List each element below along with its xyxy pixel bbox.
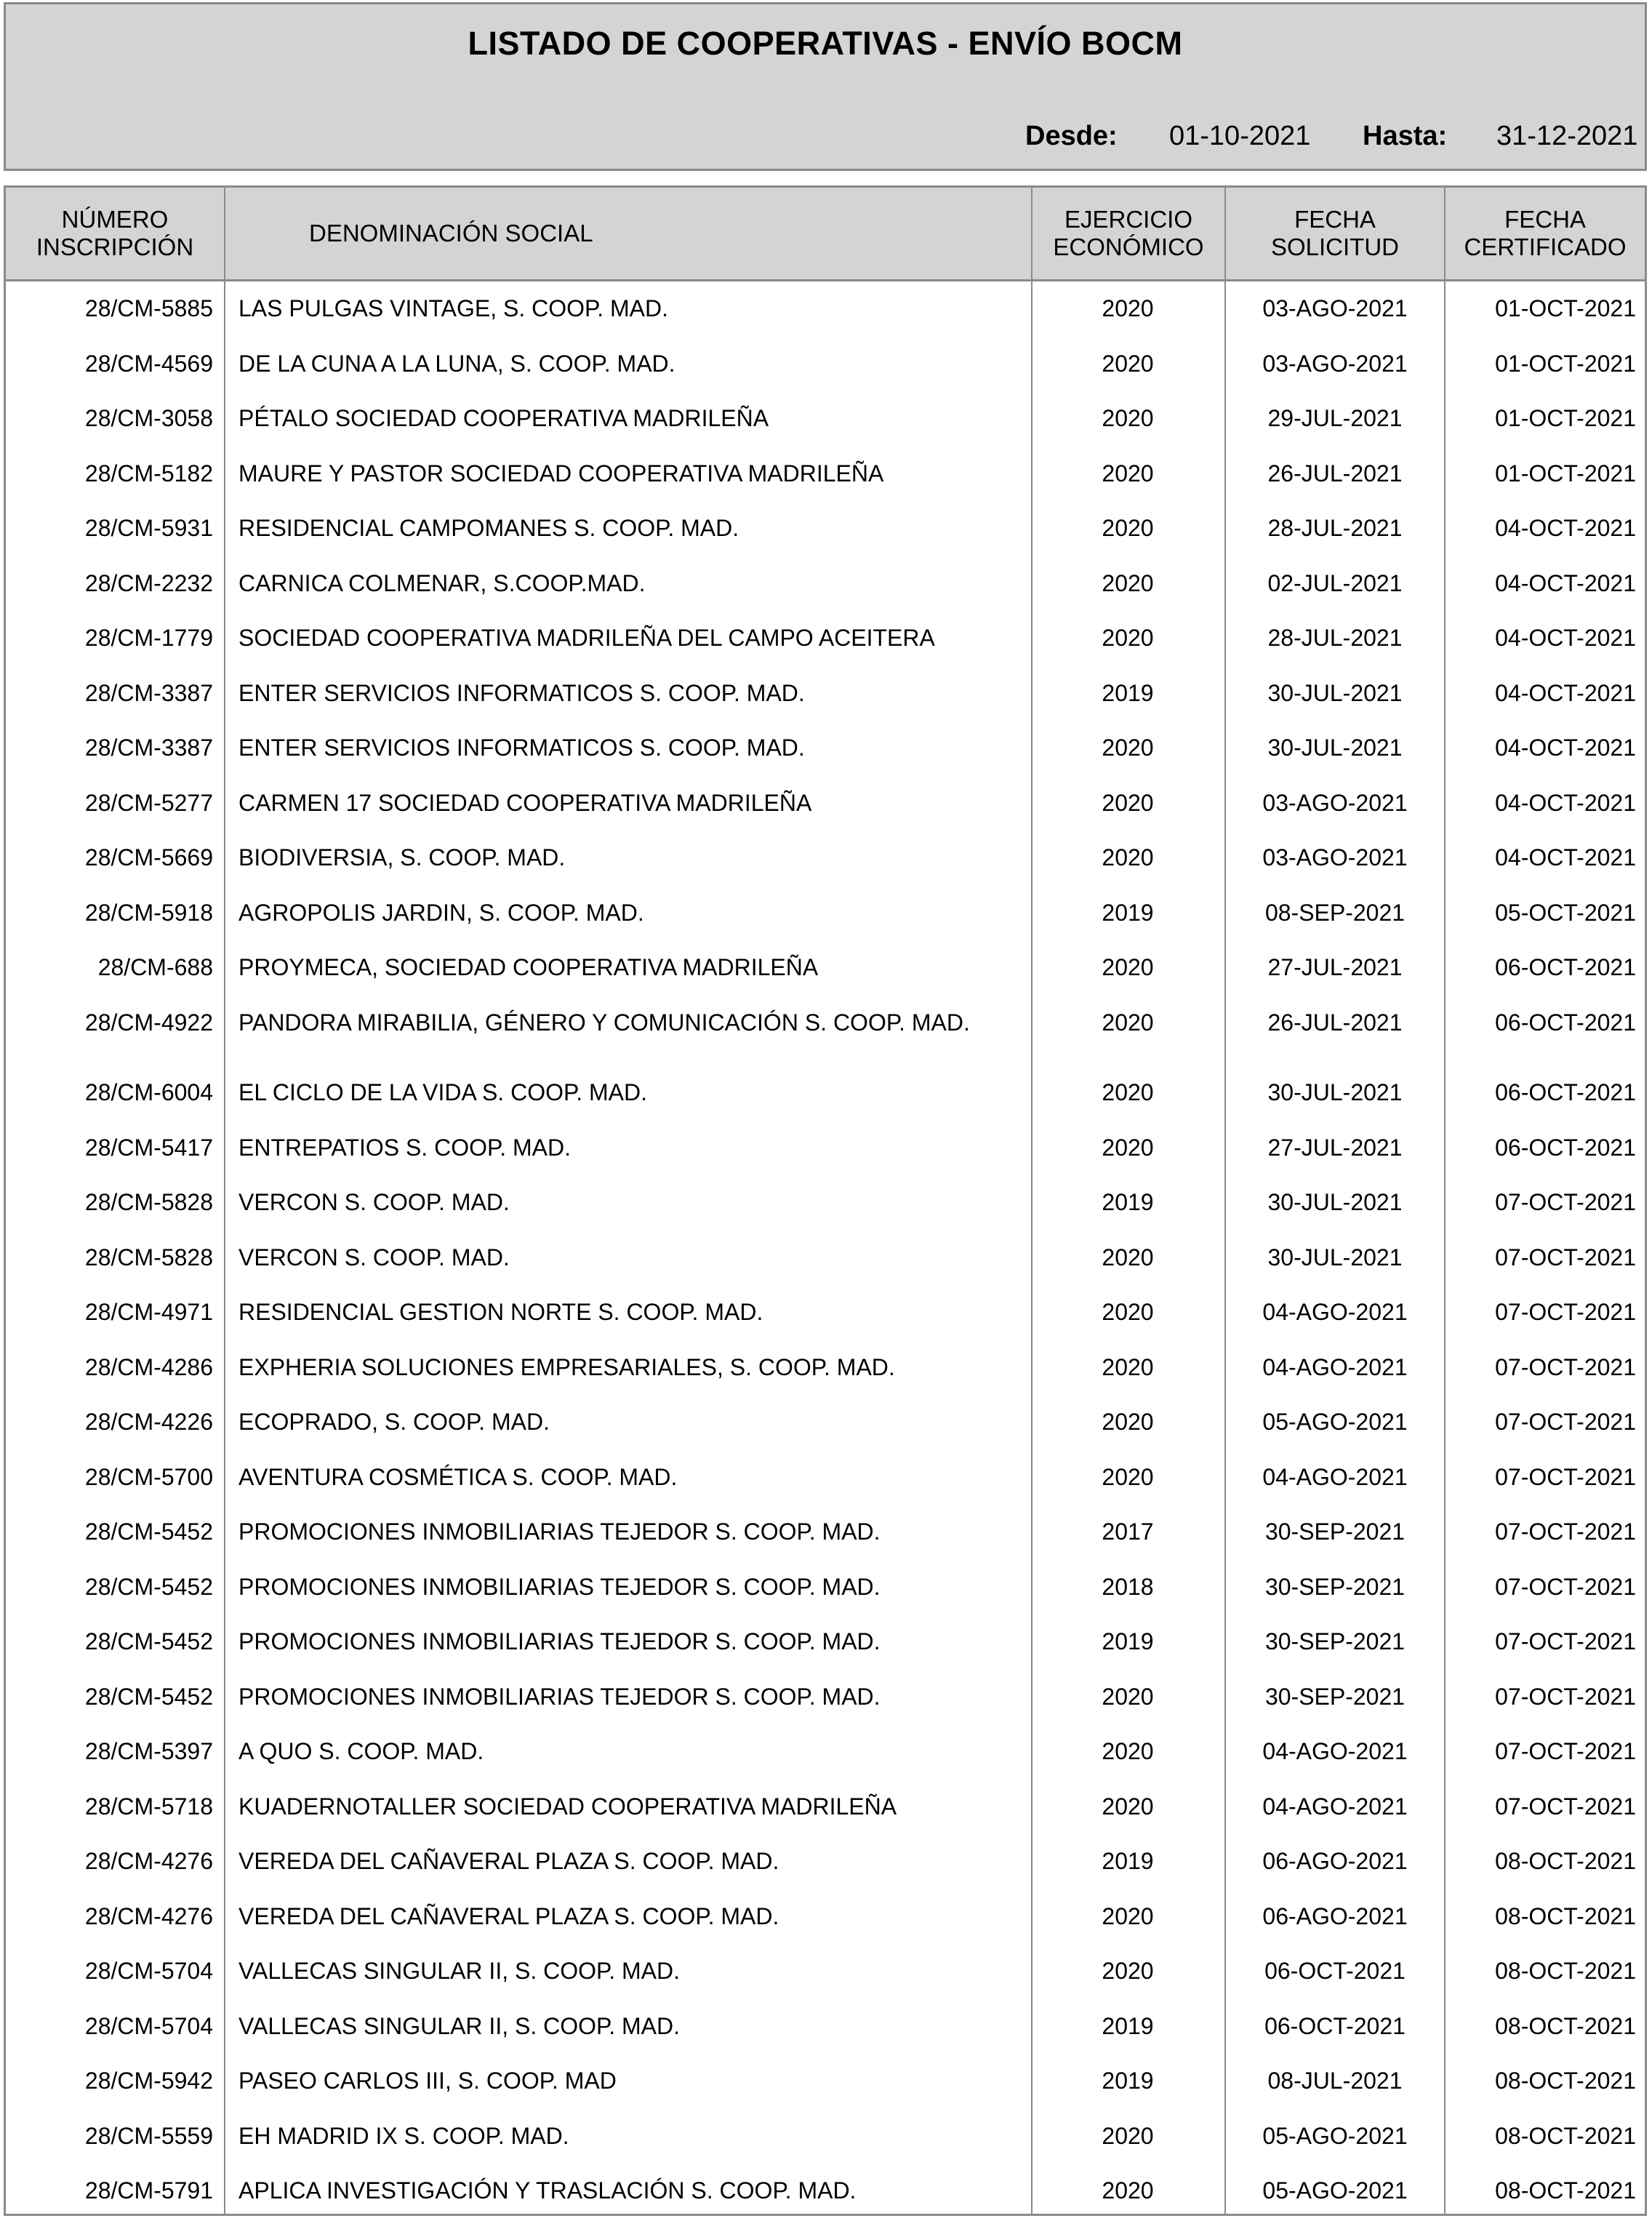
cell-fecha-solicitud: 27-JUL-2021 <box>1267 1134 1403 1161</box>
cell-fecha-solicitud: 30-SEP-2021 <box>1264 1683 1406 1710</box>
cell-fecha-solicitud: 08-JUL-2021 <box>1267 2068 1403 2094</box>
cell-denominacion: APLICA INVESTIGACIÓN Y TRASLACIÓN S. COOP. MAD. <box>238 2177 857 2204</box>
cell-ejercicio: 2020 <box>1102 954 1154 980</box>
report-title: LISTADO DE COOPERATIVAS - ENVÍO BOCM <box>468 25 1183 62</box>
table-row <box>6 1463 1645 1518</box>
table-row <box>6 1009 1645 1079</box>
table-row <box>6 899 1645 954</box>
table-row <box>6 1628 1645 1683</box>
cell-numero: 28/CM-5669 <box>84 844 213 871</box>
cell-fecha-certificado: 06-OCT-2021 <box>1495 1134 1636 1161</box>
table-row <box>6 1573 1645 1628</box>
table-row <box>6 1518 1645 1573</box>
cell-fecha-solicitud: 06-OCT-2021 <box>1264 1958 1406 1984</box>
cell-numero: 28/CM-5700 <box>84 1463 213 1490</box>
cell-ejercicio: 2020 <box>1102 1079 1154 1105</box>
cell-ejercicio: 2020 <box>1102 1958 1154 1984</box>
cell-fecha-certificado: 07-OCT-2021 <box>1495 1244 1636 1270</box>
table-row <box>6 953 1645 1009</box>
cell-ejercicio: 2020 <box>1102 1009 1154 1036</box>
cell-fecha-certificado: 01-OCT-2021 <box>1495 460 1636 487</box>
cell-numero: 28/CM-5885 <box>84 295 213 321</box>
table-row <box>6 2067 1645 2122</box>
cell-denominacion: ENTER SERVICIOS INFORMATICOS S. COOP. MAD. <box>238 735 805 761</box>
table-row <box>6 2012 1645 2068</box>
cell-denominacion: CARNICA COLMENAR, S.COOP.MAD. <box>238 569 646 596</box>
cell-fecha-solicitud: 26-JUL-2021 <box>1267 460 1403 487</box>
cell-fecha-certificado: 06-OCT-2021 <box>1495 954 1636 980</box>
cell-denominacion: CARMEN 17 SOCIEDAD COOPERATIVA MADRILEÑA <box>238 789 812 816</box>
table-row <box>6 1683 1645 1738</box>
hasta-value: 31-12-2021 <box>1496 121 1638 151</box>
table-row <box>6 569 1645 625</box>
table-row <box>6 1134 1645 1189</box>
table-row <box>6 844 1645 899</box>
cell-fecha-solicitud: 04-AGO-2021 <box>1262 1353 1408 1380</box>
cell-fecha-solicitud: 04-AGO-2021 <box>1262 1793 1408 1820</box>
column-header-denominacion-text: DENOMINACIÓN SOCIAL <box>309 220 593 247</box>
cell-ejercicio: 2019 <box>1102 899 1154 926</box>
cell-denominacion: PROMOCIONES INMOBILIARIAS TEJEDOR S. COOP. MAD. <box>238 1573 881 1600</box>
table-row <box>6 1737 1645 1793</box>
desde-label: Desde: <box>1025 121 1118 151</box>
cell-fecha-certificado: 04-OCT-2021 <box>1495 515 1636 541</box>
cell-ejercicio: 2019 <box>1102 1628 1154 1654</box>
column-header-certificado-line1: FECHA <box>1504 206 1586 233</box>
cell-numero: 28/CM-4922 <box>84 1009 213 1036</box>
hasta-label: Hasta: <box>1363 121 1448 151</box>
cell-numero: 28/CM-5931 <box>84 515 213 541</box>
cell-denominacion: KUADERNOTALLER SOCIEDAD COOPERATIVA MADRILEÑA <box>238 1793 897 1820</box>
cell-numero: 28/CM-5791 <box>84 2177 213 2204</box>
cell-fecha-certificado: 01-OCT-2021 <box>1495 295 1636 321</box>
cell-fecha-solicitud: 30-SEP-2021 <box>1264 1573 1406 1600</box>
cell-ejercicio: 2020 <box>1102 1409 1154 1435</box>
table-body <box>4 281 1647 2216</box>
cell-ejercicio: 2020 <box>1102 515 1154 541</box>
cell-fecha-solicitud: 29-JUL-2021 <box>1267 405 1403 431</box>
cell-fecha-certificado: 04-OCT-2021 <box>1495 844 1636 871</box>
cell-fecha-solicitud: 26-JUL-2021 <box>1267 1009 1403 1036</box>
cell-fecha-solicitud: 06-AGO-2021 <box>1262 1848 1408 1874</box>
cell-fecha-certificado: 04-OCT-2021 <box>1495 735 1636 761</box>
cell-ejercicio: 2020 <box>1102 625 1154 651</box>
table-row <box>6 2122 1645 2177</box>
table-header <box>4 185 1647 281</box>
cell-fecha-solicitud: 06-OCT-2021 <box>1264 2012 1406 2039</box>
table-row <box>6 1188 1645 1244</box>
cell-denominacion: ECOPRADO, S. COOP. MAD. <box>238 1409 550 1435</box>
table-row <box>6 1902 1645 1958</box>
desde-value: 01-10-2021 <box>1169 121 1311 151</box>
cell-ejercicio: 2019 <box>1102 1848 1154 1874</box>
cell-fecha-certificado: 08-OCT-2021 <box>1495 2122 1636 2149</box>
cell-numero: 28/CM-688 <box>97 954 213 980</box>
column-header-numero-line1: NÚMERO <box>61 206 169 233</box>
cell-numero: 28/CM-5559 <box>84 2122 213 2149</box>
cell-numero: 28/CM-5452 <box>84 1518 213 1545</box>
cell-numero: 28/CM-4971 <box>84 1299 213 1325</box>
cell-ejercicio: 2020 <box>1102 735 1154 761</box>
cell-denominacion: SOCIEDAD COOPERATIVA MADRILEÑA DEL CAMPO ACEITERA <box>238 625 935 651</box>
cell-fecha-solicitud: 30-JUL-2021 <box>1267 1244 1403 1270</box>
cell-fecha-solicitud: 04-AGO-2021 <box>1262 1299 1408 1325</box>
table-row <box>6 404 1645 460</box>
table-row <box>6 1957 1645 2012</box>
cell-numero: 28/CM-4226 <box>84 1409 213 1435</box>
cell-denominacion: EL CICLO DE LA VIDA S. COOP. MAD. <box>238 1079 647 1105</box>
cell-denominacion: RESIDENCIAL CAMPOMANES S. COOP. MAD. <box>238 515 739 541</box>
cell-fecha-certificado: 07-OCT-2021 <box>1495 1463 1636 1490</box>
cell-fecha-solicitud: 28-JUL-2021 <box>1267 625 1403 651</box>
cell-ejercicio: 2020 <box>1102 789 1154 816</box>
cell-denominacion: A QUO S. COOP. MAD. <box>238 1738 484 1764</box>
cell-numero: 28/CM-3387 <box>84 735 213 761</box>
cell-fecha-certificado: 08-OCT-2021 <box>1495 1902 1636 1929</box>
cell-numero: 28/CM-5828 <box>84 1244 213 1270</box>
column-header-ejercicio-line1: EJERCICIO <box>1064 206 1193 233</box>
column-header-fecha-solicitud <box>1226 188 1444 279</box>
cell-fecha-certificado: 07-OCT-2021 <box>1495 1628 1636 1654</box>
cell-ejercicio: 2020 <box>1102 569 1154 596</box>
cell-ejercicio: 2020 <box>1102 1793 1154 1820</box>
cell-denominacion: VALLECAS SINGULAR II, S. COOP. MAD. <box>238 1958 680 1984</box>
cell-denominacion: AVENTURA COSMÉTICA S. COOP. MAD. <box>238 1463 678 1490</box>
cell-ejercicio: 2020 <box>1102 1902 1154 1929</box>
table-row <box>6 460 1645 515</box>
cell-denominacion: PROMOCIONES INMOBILIARIAS TEJEDOR S. COOP. MAD. <box>238 1683 881 1710</box>
cell-ejercicio: 2019 <box>1102 1189 1154 1215</box>
table-row <box>6 1353 1645 1409</box>
cell-ejercicio: 2020 <box>1102 1299 1154 1325</box>
report-header <box>4 2 1647 171</box>
cell-fecha-solicitud: 30-SEP-2021 <box>1264 1628 1406 1654</box>
cell-denominacion: MAURE Y PASTOR SOCIEDAD COOPERATIVA MADRILEÑA <box>238 460 884 487</box>
table-row <box>6 2177 1645 2232</box>
cell-denominacion: PANDORA MIRABILIA, GÉNERO Y COMUNICACIÓN S. COOP. MAD. <box>238 1009 970 1036</box>
cell-denominacion: VEREDA DEL CAÑAVERAL PLAZA S. COOP. MAD. <box>238 1848 779 1874</box>
cell-fecha-solicitud: 08-SEP-2021 <box>1264 899 1406 926</box>
cell-denominacion: PROYMECA, SOCIEDAD COOPERATIVA MADRILEÑA <box>238 954 819 980</box>
cell-denominacion: DE LA CUNA A LA LUNA, S. COOP. MAD. <box>238 350 675 377</box>
cell-denominacion: VEREDA DEL CAÑAVERAL PLAZA S. COOP. MAD. <box>238 1902 779 1929</box>
cell-fecha-solicitud: 06-AGO-2021 <box>1262 1902 1408 1929</box>
cell-fecha-certificado: 08-OCT-2021 <box>1495 2012 1636 2039</box>
cell-fecha-solicitud: 04-AGO-2021 <box>1262 1463 1408 1490</box>
cell-numero: 28/CM-3058 <box>84 405 213 431</box>
cell-ejercicio: 2020 <box>1102 2122 1154 2149</box>
cell-numero: 28/CM-2232 <box>84 569 213 596</box>
cell-ejercicio: 2020 <box>1102 1244 1154 1270</box>
cell-denominacion: BIODIVERSIA, S. COOP. MAD. <box>238 844 566 871</box>
cell-fecha-certificado: 01-OCT-2021 <box>1495 405 1636 431</box>
cell-fecha-certificado: 07-OCT-2021 <box>1495 1683 1636 1710</box>
cell-fecha-certificado: 07-OCT-2021 <box>1495 1573 1636 1600</box>
table-row <box>6 789 1645 844</box>
cell-fecha-certificado: 08-OCT-2021 <box>1495 1848 1636 1874</box>
cell-fecha-certificado: 01-OCT-2021 <box>1495 350 1636 377</box>
cell-fecha-certificado: 05-OCT-2021 <box>1495 899 1636 926</box>
cell-denominacion: VERCON S. COOP. MAD. <box>238 1244 510 1270</box>
cell-numero: 28/CM-5182 <box>84 460 213 487</box>
cell-fecha-certificado: 07-OCT-2021 <box>1495 1189 1636 1215</box>
cell-fecha-certificado: 07-OCT-2021 <box>1495 1518 1636 1545</box>
cell-fecha-certificado: 04-OCT-2021 <box>1495 789 1636 816</box>
cell-fecha-solicitud: 03-AGO-2021 <box>1262 789 1408 816</box>
column-header-solicitud-line2: SOLICITUD <box>1270 233 1400 260</box>
table-row <box>6 624 1645 679</box>
cell-numero: 28/CM-3387 <box>84 679 213 706</box>
cell-numero: 28/CM-5718 <box>84 1793 213 1820</box>
cell-fecha-certificado: 04-OCT-2021 <box>1495 679 1636 706</box>
cell-numero: 28/CM-6004 <box>84 1079 213 1105</box>
column-header-fecha-certificado <box>1446 188 1645 279</box>
table-row <box>6 679 1645 735</box>
cell-fecha-solicitud: 04-AGO-2021 <box>1262 1738 1408 1764</box>
cell-denominacion: ENTER SERVICIOS INFORMATICOS S. COOP. MAD. <box>238 679 805 706</box>
cell-ejercicio: 2020 <box>1102 1134 1154 1161</box>
cell-fecha-solicitud: 02-JUL-2021 <box>1267 569 1403 596</box>
cell-ejercicio: 2020 <box>1102 1738 1154 1764</box>
cell-denominacion: VERCON S. COOP. MAD. <box>238 1189 510 1215</box>
cell-fecha-solicitud: 03-AGO-2021 <box>1262 295 1408 321</box>
table-row <box>6 295 1645 350</box>
column-header-solicitud-line1: FECHA <box>1294 206 1376 233</box>
cell-numero: 28/CM-5918 <box>84 899 213 926</box>
table-row <box>6 734 1645 789</box>
cell-fecha-solicitud: 30-JUL-2021 <box>1267 1079 1403 1105</box>
cell-ejercicio: 2020 <box>1102 844 1154 871</box>
cell-fecha-certificado: 07-OCT-2021 <box>1495 1738 1636 1764</box>
cell-fecha-certificado: 08-OCT-2021 <box>1495 2177 1636 2204</box>
cell-fecha-solicitud: 03-AGO-2021 <box>1262 350 1408 377</box>
cell-fecha-solicitud: 03-AGO-2021 <box>1262 844 1408 871</box>
cell-denominacion: EXPHERIA SOLUCIONES EMPRESARIALES, S. COOP. MAD. <box>238 1353 895 1380</box>
cell-numero: 28/CM-5704 <box>84 2012 213 2039</box>
table-row <box>6 1298 1645 1353</box>
table-row <box>6 1244 1645 1299</box>
cell-denominacion: LAS PULGAS VINTAGE, S. COOP. MAD. <box>238 295 668 321</box>
cell-fecha-certificado: 04-OCT-2021 <box>1495 569 1636 596</box>
cell-numero: 28/CM-5828 <box>84 1189 213 1215</box>
cell-fecha-certificado: 07-OCT-2021 <box>1495 1409 1636 1435</box>
cell-denominacion: PROMOCIONES INMOBILIARIAS TEJEDOR S. COOP. MAD. <box>238 1628 881 1654</box>
cell-fecha-solicitud: 28-JUL-2021 <box>1267 515 1403 541</box>
column-header-ejercicio-line2: ECONÓMICO <box>1053 233 1204 260</box>
cell-ejercicio: 2020 <box>1102 460 1154 487</box>
cell-ejercicio: 2019 <box>1102 679 1154 706</box>
cell-denominacion: PROMOCIONES INMOBILIARIAS TEJEDOR S. COOP. MAD. <box>238 1518 881 1545</box>
cell-ejercicio: 2020 <box>1102 405 1154 431</box>
cell-numero: 28/CM-5277 <box>84 789 213 816</box>
table-row <box>6 1793 1645 1848</box>
cell-numero: 28/CM-4276 <box>84 1848 213 1874</box>
cell-ejercicio: 2020 <box>1102 1463 1154 1490</box>
cell-numero: 28/CM-4276 <box>84 1902 213 1929</box>
cell-fecha-certificado: 08-OCT-2021 <box>1495 1958 1636 1984</box>
cell-numero: 28/CM-5942 <box>84 2068 213 2094</box>
cell-denominacion: AGROPOLIS JARDIN, S. COOP. MAD. <box>238 899 644 926</box>
cell-denominacion: PÉTALO SOCIEDAD COOPERATIVA MADRILEÑA <box>238 405 769 431</box>
table-row <box>6 350 1645 405</box>
cell-numero: 28/CM-5704 <box>84 1958 213 1984</box>
cell-fecha-solicitud: 05-AGO-2021 <box>1262 2177 1408 2204</box>
cell-ejercicio: 2020 <box>1102 2177 1154 2204</box>
cell-fecha-certificado: 07-OCT-2021 <box>1495 1353 1636 1380</box>
column-header-numero <box>6 188 224 279</box>
cell-ejercicio: 2019 <box>1102 2068 1154 2094</box>
cell-fecha-certificado: 06-OCT-2021 <box>1495 1009 1636 1036</box>
cell-ejercicio: 2020 <box>1102 295 1154 321</box>
table-row <box>6 1847 1645 1902</box>
cell-fecha-solicitud: 30-JUL-2021 <box>1267 679 1403 706</box>
cell-fecha-certificado: 07-OCT-2021 <box>1495 1793 1636 1820</box>
cell-denominacion: ENTREPATIOS S. COOP. MAD. <box>238 1134 571 1161</box>
cell-fecha-certificado: 07-OCT-2021 <box>1495 1299 1636 1325</box>
cell-denominacion: VALLECAS SINGULAR II, S. COOP. MAD. <box>238 2012 680 2039</box>
column-header-ejercicio <box>1032 188 1224 279</box>
table-row <box>6 1079 1645 1134</box>
column-header-certificado-line2: CERTIFICADO <box>1464 233 1627 260</box>
cell-ejercicio: 2017 <box>1102 1518 1154 1545</box>
cell-fecha-solicitud: 27-JUL-2021 <box>1267 954 1403 980</box>
column-header-denominacion <box>225 188 1031 279</box>
cell-fecha-certificado: 04-OCT-2021 <box>1495 625 1636 651</box>
cell-numero: 28/CM-5452 <box>84 1628 213 1654</box>
table-row <box>6 1408 1645 1463</box>
cell-numero: 28/CM-4569 <box>84 350 213 377</box>
cell-ejercicio: 2020 <box>1102 1683 1154 1710</box>
cell-ejercicio: 2018 <box>1102 1573 1154 1600</box>
cell-numero: 28/CM-5452 <box>84 1573 213 1600</box>
cell-fecha-solicitud: 05-AGO-2021 <box>1262 1409 1408 1435</box>
cell-ejercicio: 2020 <box>1102 1353 1154 1380</box>
cell-numero: 28/CM-4286 <box>84 1353 213 1380</box>
cell-denominacion: RESIDENCIAL GESTION NORTE S. COOP. MAD. <box>238 1299 763 1325</box>
cell-ejercicio: 2019 <box>1102 2012 1154 2039</box>
column-header-numero-line2: INSCRIPCIÓN <box>36 233 194 260</box>
cell-denominacion: PASEO CARLOS III, S. COOP. MAD <box>238 2068 617 2094</box>
cell-fecha-solicitud: 30-SEP-2021 <box>1264 1518 1406 1545</box>
cell-fecha-solicitud: 05-AGO-2021 <box>1262 2122 1408 2149</box>
cell-denominacion: EH MADRID IX S. COOP. MAD. <box>238 2122 569 2149</box>
cell-numero: 28/CM-1779 <box>84 625 213 651</box>
cell-fecha-certificado: 08-OCT-2021 <box>1495 2068 1636 2094</box>
cell-numero: 28/CM-5452 <box>84 1683 213 1710</box>
cell-fecha-solicitud: 30-JUL-2021 <box>1267 1189 1403 1215</box>
cell-numero: 28/CM-5417 <box>84 1134 213 1161</box>
cell-ejercicio: 2020 <box>1102 350 1154 377</box>
cell-fecha-certificado: 06-OCT-2021 <box>1495 1079 1636 1105</box>
table-rows <box>6 295 1645 2232</box>
table-row <box>6 514 1645 569</box>
cell-numero: 28/CM-5397 <box>84 1738 213 1764</box>
cell-fecha-solicitud: 30-JUL-2021 <box>1267 735 1403 761</box>
